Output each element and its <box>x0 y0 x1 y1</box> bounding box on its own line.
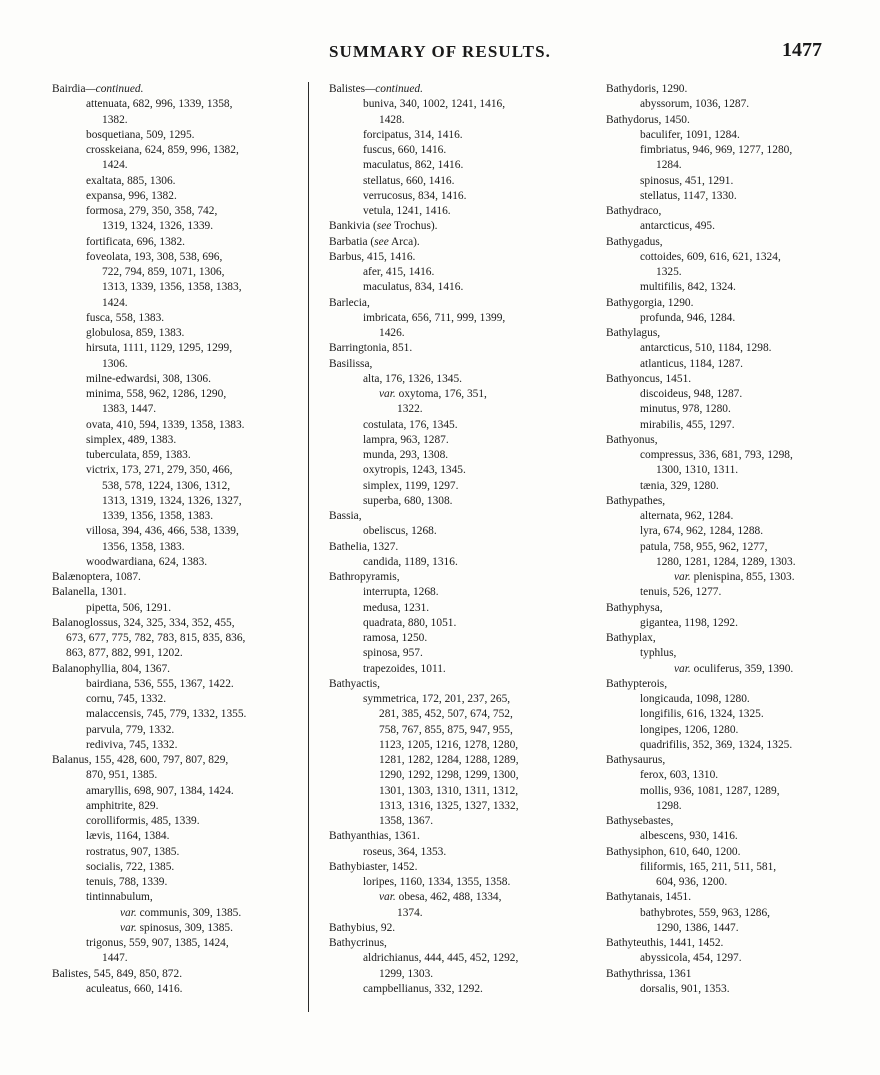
index-entry: antarcticus, 510, 1184, 1298. <box>640 342 772 355</box>
var-italic: var. <box>674 571 691 583</box>
index-entry: baculifer, 1091, 1284. <box>640 128 740 141</box>
index-column-3 <box>606 82 842 997</box>
index-entry: Bathycrinus, <box>329 937 387 949</box>
index-entry: tintinnabulum, <box>86 891 153 904</box>
index-entry: profunda, 946, 1284. <box>640 311 736 324</box>
index-entry: interrupta, 1268. <box>363 586 439 599</box>
index-entry: 1290, 1386, 1447. <box>656 921 739 934</box>
index-entry: quadrifilis, 352, 369, 1324, 1325. <box>640 738 793 751</box>
index-entry: stellatus, 660, 1416. <box>363 174 455 187</box>
index-entry: 281, 385, 452, 507, 674, 752, <box>379 708 513 721</box>
index-entry: Barlecia, <box>329 296 370 309</box>
index-entry: Bathydraco, <box>606 205 662 217</box>
index-entry: 1358, 1367. <box>379 815 434 827</box>
index-entry: hirsuta, 1111, 1129, 1295, 1299, <box>86 342 233 355</box>
index-entry: albescens, 930, 1416. <box>640 830 738 843</box>
index-entry: alta, 176, 1326, 1345. <box>363 372 463 385</box>
index-entry: munda, 293, 1308. <box>363 449 449 461</box>
var-italic: var. <box>120 921 137 934</box>
index-entry: Bathelia, 1327. <box>329 540 399 553</box>
index-entry: 1325. <box>656 266 682 278</box>
index-entry: discoideus, 948, 1287. <box>640 388 743 400</box>
index-entry: longifilis, 616, 1324, 1325. <box>640 708 764 721</box>
index-entry: Basilissa, <box>329 357 373 370</box>
index-entry: maculatus, 834, 1416. <box>363 281 464 294</box>
index-entry: 1284. <box>656 159 682 172</box>
index-entry: spinosa, 957. <box>363 647 423 660</box>
index-entry: Balænoptera, 1087. <box>52 571 141 583</box>
index-entry: 538, 578, 1224, 1306, 1312, <box>102 479 231 492</box>
index-entry: typhlus, <box>640 647 677 660</box>
see-reference: see <box>376 220 392 233</box>
continued-label: —continued. <box>365 83 423 95</box>
index-entry: 1313, 1339, 1356, 1358, 1383, <box>102 281 242 294</box>
index-entry: maculatus, 862, 1416. <box>363 159 464 172</box>
index-entry: abyssorum, 1036, 1287. <box>640 98 750 111</box>
index-entry: 1428. <box>379 113 405 126</box>
index-entry: aldrichianus, 444, 445, 452, 1292, <box>363 952 519 965</box>
index-entry: 758, 767, 855, 875, 947, 955, <box>379 723 513 736</box>
index-entry: imbricata, 656, 711, 999, 1399, <box>363 311 506 324</box>
index-entry: var. oxytoma, 176, 351, <box>379 388 487 400</box>
index-entry: compressus, 336, 681, 793, 1298, <box>640 449 793 461</box>
index-entry: trigonus, 559, 907, 1385, 1424, <box>86 937 229 949</box>
index-entry: 1356, 1358, 1383. <box>102 540 185 553</box>
index-entry: 863, 877, 882, 991, 1202. <box>66 647 183 660</box>
index-entry: multifilis, 842, 1324. <box>640 281 736 294</box>
index-entry: ramosa, 1250. <box>363 632 428 644</box>
index-entry: trapezoides, 1011. <box>363 662 446 675</box>
index-entry: fimbriatus, 946, 969, 1277, 1280, <box>640 144 793 156</box>
index-entry: lampra, 963, 1287. <box>363 433 449 446</box>
index-entry: loripes, 1160, 1334, 1355, 1358. <box>363 876 511 888</box>
index-entry: 1306. <box>102 357 128 370</box>
index-entry: verrucosus, 834, 1416. <box>363 189 467 202</box>
index-entry: Bathytanais, 1451. <box>606 891 692 904</box>
index-entry: 1281, 1282, 1284, 1288, 1289, <box>379 754 519 766</box>
index-entry: atlanticus, 1184, 1287. <box>640 357 744 370</box>
index-entry: Barbus, 415, 1416. <box>329 250 416 263</box>
page-header <box>0 39 880 66</box>
index-entry: Bathypterois, <box>606 677 668 690</box>
index-entry: fortificata, 696, 1382. <box>86 235 186 248</box>
index-entry: lyra, 674, 962, 1284, 1288. <box>640 525 764 538</box>
index-entry: Bathybiaster, 1452. <box>329 860 418 873</box>
index-entry: Bathydoris, 1290. <box>606 83 688 95</box>
index-entry: formosa, 279, 350, 358, 742, <box>86 205 218 217</box>
index-entry: villosa, 394, 436, 466, 538, 1339, <box>86 525 239 538</box>
index-entry: 1290, 1292, 1298, 1299, 1300, <box>379 769 519 782</box>
index-column-1 <box>52 82 288 997</box>
index-entry: 1301, 1303, 1310, 1311, 1312, <box>379 784 519 797</box>
index-entry: globulosa, 859, 1383. <box>86 327 185 339</box>
index-entry: Bairdia—continued. <box>52 83 144 95</box>
index-entry: foveolata, 193, 308, 538, 696, <box>86 250 223 263</box>
page-number: 1477 <box>782 39 822 61</box>
index-entry: longipes, 1206, 1280. <box>640 723 739 736</box>
index-entry: victrix, 173, 271, 279, 350, 466, <box>86 464 233 477</box>
index-entry: costulata, 176, 1345. <box>363 418 458 431</box>
index-entry: 604, 936, 1200. <box>656 876 728 888</box>
index-entry: Bathygadus, <box>606 235 663 248</box>
index-entry: 1123, 1205, 1216, 1278, 1280, <box>379 738 519 751</box>
index-entry: Balanus, 155, 428, 600, 797, 807, 829, <box>52 754 229 766</box>
index-entry: longicauda, 1098, 1280. <box>640 693 750 705</box>
index-entry: 1383, 1447. <box>102 403 157 416</box>
index-entry: alternata, 962, 1284. <box>640 510 734 522</box>
index-entry: cornu, 745, 1332. <box>86 693 167 705</box>
index-entry: gigantea, 1198, 1292. <box>640 616 738 629</box>
index-entry: patula, 758, 955, 962, 1277, <box>640 540 768 553</box>
index-entry: simplex, 489, 1383. <box>86 433 177 446</box>
index-entry: Bathybius, 92. <box>329 921 396 934</box>
index-entry: Bathydorus, 1450. <box>606 113 690 126</box>
index-entry: forcipatus, 314, 1416. <box>363 128 463 141</box>
index-entry: corolliformis, 485, 1339. <box>86 815 200 827</box>
index-entry: parvula, 779, 1332. <box>86 723 175 736</box>
var-italic: var. <box>120 906 137 919</box>
index-entry: Bathypathes, <box>606 494 666 507</box>
index-entry: bathybrotes, 559, 963, 1286, <box>640 906 771 919</box>
index-entry: oxytropis, 1243, 1345. <box>363 464 466 477</box>
index-entry: stellatus, 1147, 1330. <box>640 189 737 202</box>
index-entry: Bathylagus, <box>606 327 661 339</box>
index-entry: var. oculiferus, 359, 1390. <box>674 662 794 675</box>
index-columns <box>52 82 842 1022</box>
index-entry: Bathyonus, <box>606 433 658 446</box>
index-entry: rostratus, 907, 1385. <box>86 845 180 858</box>
index-entry: mollis, 936, 1081, 1287, 1289, <box>640 784 780 797</box>
index-entry: lævis, 1164, 1384. <box>86 830 170 843</box>
index-entry: 1339, 1356, 1358, 1383. <box>102 510 214 522</box>
index-entry: malaccensis, 745, 779, 1332, 1355. <box>86 708 247 721</box>
index-entry: 870, 951, 1385. <box>86 769 158 782</box>
index-entry: 1298. <box>656 799 682 812</box>
index-entry: Bathythrissa, 1361 <box>606 967 692 980</box>
index-entry: bosquetiana, 509, 1295. <box>86 128 195 141</box>
index-entry: 1313, 1319, 1324, 1326, 1327, <box>102 494 242 507</box>
index-entry: 1313, 1316, 1325, 1327, 1332, <box>379 799 519 812</box>
index-entry: symmetrica, 172, 201, 237, 265, <box>363 693 511 705</box>
index-entry: tænia, 329, 1280. <box>640 479 719 492</box>
index-entry: Bassia, <box>329 510 362 522</box>
index-entry: woodwardiana, 624, 1383. <box>86 555 208 568</box>
index-entry: ferox, 603, 1310. <box>640 769 719 782</box>
index-entry: Balanoglossus, 324, 325, 334, 352, 455, <box>52 616 235 629</box>
index-entry: fusca, 558, 1383. <box>86 311 165 324</box>
index-entry: quadrata, 880, 1051. <box>363 616 457 629</box>
index-entry: socialis, 722, 1385. <box>86 860 175 873</box>
index-entry: 722, 794, 859, 1071, 1306, <box>102 266 225 278</box>
index-entry: var. obesa, 462, 488, 1334, <box>379 891 502 904</box>
index-entry: 1424. <box>102 296 128 309</box>
var-italic: var. <box>674 662 691 675</box>
index-entry: filiformis, 165, 211, 511, 581, <box>640 860 777 873</box>
index-entry: Bathyoncus, 1451. <box>606 372 692 385</box>
index-entry: Bathyactis, <box>329 677 380 690</box>
index-entry: dorsalis, 901, 1353. <box>640 982 730 995</box>
index-entry: var. communis, 309, 1385. <box>120 906 242 919</box>
index-entry: aculeatus, 660, 1416. <box>86 982 183 995</box>
index-entry: Bathygorgia, 1290. <box>606 296 694 309</box>
index-entry: Bathyteuthis, 1441, 1452. <box>606 937 724 949</box>
index-column-2 <box>329 82 565 997</box>
index-entry: tenuis, 526, 1277. <box>640 586 722 599</box>
index-entry: expansa, 996, 1382. <box>86 189 177 202</box>
index-entry: Bathysaurus, <box>606 754 666 766</box>
index-entry: cottoides, 609, 616, 621, 1324, <box>640 250 781 263</box>
index-entry: afer, 415, 1416. <box>363 266 435 278</box>
index-entry: Bathyanthias, 1361. <box>329 830 420 843</box>
index-entry: buniva, 340, 1002, 1241, 1416, <box>363 98 506 111</box>
index-entry: Bathysiphon, 610, 640, 1200. <box>606 845 741 858</box>
index-entry: tenuis, 788, 1339. <box>86 876 168 888</box>
index-entry: Balanophyllia, 804, 1367. <box>52 662 171 675</box>
index-entry: bairdiana, 536, 555, 1367, 1422. <box>86 677 234 690</box>
var-italic: var. <box>379 388 396 400</box>
index-entry: campbellianus, 332, 1292. <box>363 982 483 995</box>
index-entry: Balanella, 1301. <box>52 586 127 599</box>
index-entry: attenuata, 682, 996, 1339, 1358, <box>86 98 233 111</box>
index-entry: spinosus, 451, 1291. <box>640 174 734 187</box>
index-entry: crosskeiana, 624, 859, 996, 1382, <box>86 144 239 156</box>
index-entry: roseus, 364, 1353. <box>363 845 447 858</box>
index-entry: simplex, 1199, 1297. <box>363 479 459 492</box>
index-entry: pipetta, 506, 1291. <box>86 601 172 614</box>
index-entry: Barbatia (see Arca). <box>329 235 420 248</box>
index-entry: Bathyphysa, <box>606 601 663 614</box>
index-entry: 1426. <box>379 327 405 339</box>
index-entry: exaltata, 885, 1306. <box>86 174 176 187</box>
index-entry: minima, 558, 962, 1286, 1290, <box>86 388 227 400</box>
index-entry: Bathyplax, <box>606 632 656 644</box>
index-entry: 1322. <box>397 403 423 416</box>
index-entry: 1299, 1303. <box>379 967 434 980</box>
index-entry: rediviva, 745, 1332. <box>86 738 178 751</box>
index-entry: ovata, 410, 594, 1339, 1358, 1383. <box>86 418 245 431</box>
index-entry: medusa, 1231. <box>363 601 430 614</box>
index-entry: tuberculata, 859, 1383. <box>86 449 191 461</box>
index-entry: amaryllis, 698, 907, 1384, 1424. <box>86 784 234 797</box>
index-entry: 1300, 1310, 1311. <box>656 464 739 477</box>
index-entry: Barringtonia, 851. <box>329 342 413 355</box>
index-entry: 1374. <box>397 906 423 919</box>
index-entry: Balistes—continued. <box>329 83 423 95</box>
see-reference: see <box>374 235 389 248</box>
index-entry: 1280, 1281, 1284, 1289, 1303. <box>656 555 796 568</box>
index-entry: Bathropyramis, <box>329 571 400 583</box>
index-entry: 1319, 1324, 1326, 1339. <box>102 220 214 233</box>
index-entry: Balistes, 545, 849, 850, 872. <box>52 967 183 980</box>
index-entry: milne-edwardsi, 308, 1306. <box>86 372 211 385</box>
index-entry: 1424. <box>102 159 128 172</box>
index-entry: fuscus, 660, 1416. <box>363 144 447 156</box>
index-entry: amphitrite, 829. <box>86 799 159 812</box>
index-entry: vetula, 1241, 1416. <box>363 205 451 217</box>
index-entry: minutus, 978, 1280. <box>640 403 731 416</box>
index-entry: abyssicola, 454, 1297. <box>640 952 742 965</box>
index-entry: 1382. <box>102 113 128 126</box>
column-divider-1 <box>308 82 309 1012</box>
var-italic: var. <box>379 891 396 904</box>
index-entry: Bankivia (see Trochus). <box>329 220 438 233</box>
index-entry: var. spinosus, 309, 1385. <box>120 921 233 934</box>
index-entry: antarcticus, 495. <box>640 220 715 233</box>
page-title: SUMMARY OF RESULTS. <box>329 42 551 61</box>
index-entry: var. plenispina, 855, 1303. <box>674 571 795 583</box>
index-entry: Bathysebastes, <box>606 815 674 827</box>
index-entry: mirabilis, 455, 1297. <box>640 418 735 431</box>
continued-label: —continued. <box>85 83 144 95</box>
index-entry: candida, 1189, 1316. <box>363 555 458 568</box>
index-entry: 673, 677, 775, 782, 783, 815, 835, 836, <box>66 632 246 644</box>
index-entry: 1447. <box>102 952 128 965</box>
index-entry: superba, 680, 1308. <box>363 494 453 507</box>
index-entry: obeliscus, 1268. <box>363 525 437 538</box>
